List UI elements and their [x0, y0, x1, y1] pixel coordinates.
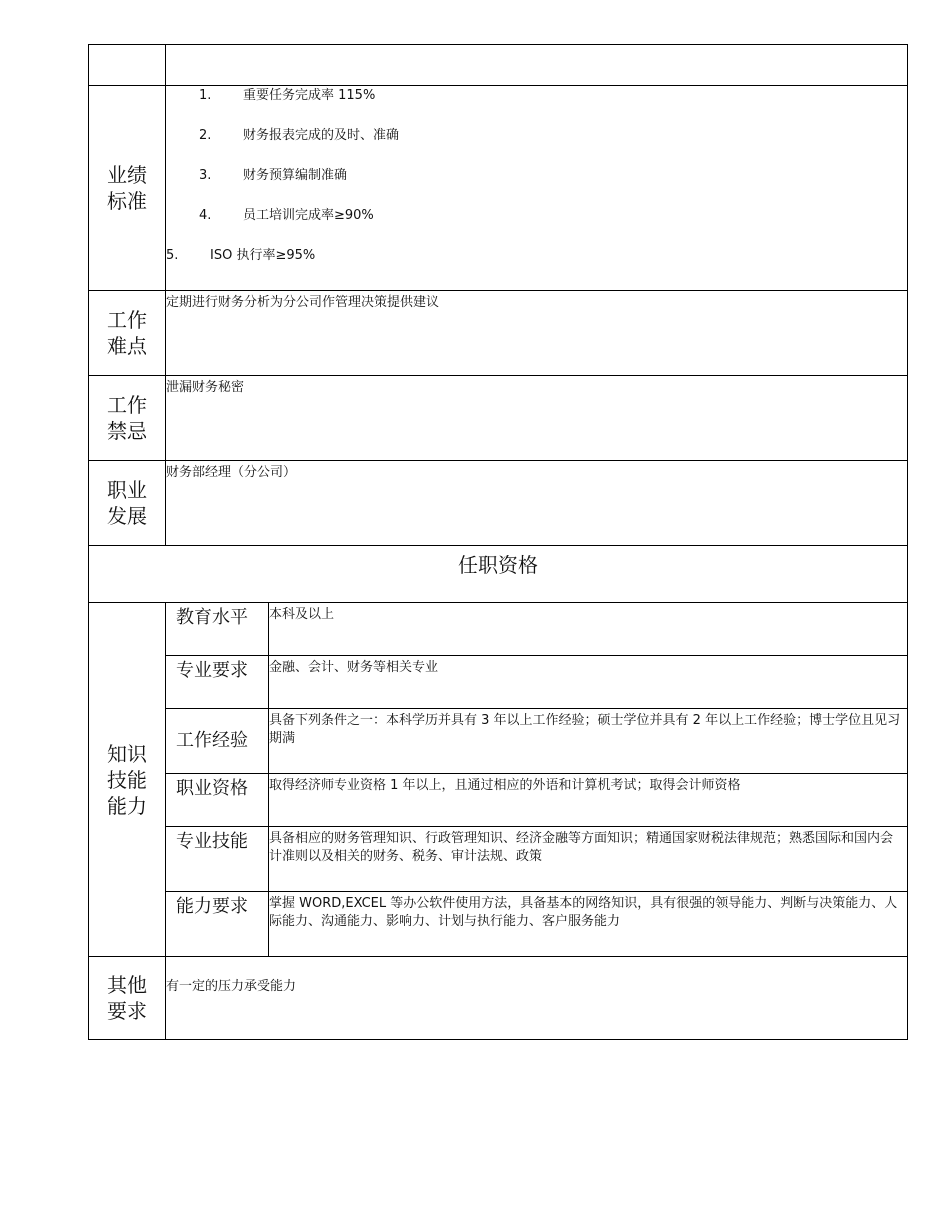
career-text: 财务部经理（分公司） [166, 461, 908, 546]
job-description-sheet [88, 44, 907, 1040]
qualification-value: 具备下列条件之一：本科学历并具有 3 年以上工作经验；硕士学位并具有 2 年以上工作经验；博士学位且见习期满 [269, 709, 908, 774]
qualification-row [89, 827, 908, 892]
job-description-table [88, 44, 908, 1040]
other-row [89, 957, 908, 1040]
qualification-value: 金融、会计、财务等相关专业 [269, 656, 908, 709]
performance-item: 2. 财务报表完成的及时、准确 [199, 128, 400, 143]
career-row [89, 461, 908, 546]
difficulty-label: 工作难点 [89, 291, 166, 376]
other-text: 有一定的压力承受能力 [166, 957, 908, 1040]
qualification-label: 教育水平 [166, 603, 269, 656]
qualification-row [89, 892, 908, 957]
top-empty-row [89, 45, 908, 86]
performance-row [89, 86, 908, 291]
empty-content-cell [166, 45, 908, 86]
qualification-row [89, 709, 908, 774]
performance-list [166, 86, 907, 286]
qualification-label: 能力要求 [166, 892, 269, 957]
qualification-value: 掌握 WORD,EXCEL 等办公软件使用方法，具备基本的网络知识，具有很强的领导能力、判断与决策能力、人际能力、沟通能力、影响力、计划与执行能力、客户服务能力 [269, 892, 908, 957]
performance-label: 业绩标准 [89, 86, 166, 291]
performance-item: 1. 重要任务完成率 115% [199, 88, 376, 103]
career-label: 职业发展 [89, 461, 166, 546]
taboo-text: 泄漏财务秘密 [166, 376, 908, 461]
empty-label-cell [89, 45, 166, 86]
qualification-label: 工作经验 [166, 709, 269, 774]
qualification-row [89, 603, 908, 656]
qualification-value: 取得经济师专业资格 1 年以上，且通过相应的外语和计算机考试；取得会计师资格 [269, 774, 908, 827]
taboo-row [89, 376, 908, 461]
other-label: 其他要求 [89, 957, 166, 1040]
qualification-row [89, 774, 908, 827]
qualification-title-row [89, 546, 908, 603]
performance-item: 3. 财务预算编制准确 [199, 168, 348, 183]
qualification-label: 职业资格 [166, 774, 269, 827]
qualification-label: 专业技能 [166, 827, 269, 892]
ability-group-label: 知识技能能力 [89, 603, 166, 957]
performance-content [166, 86, 908, 291]
qualification-value: 具备相应的财务管理知识、行政管理知识、经济金融等方面知识；精通国家财税法律规范；熟悉国际和国内会计准则以及相关的财务、税务、审计法规、政策 [269, 827, 908, 892]
qualification-title: 任职资格 [89, 546, 908, 603]
qualification-value: 本科及以上 [269, 603, 908, 656]
taboo-label: 工作禁忌 [89, 376, 166, 461]
qualification-label: 专业要求 [166, 656, 269, 709]
performance-item: 4. 员工培训完成率≥90% [199, 208, 374, 223]
performance-item: 5. ISO 执行率≥95% [166, 248, 316, 263]
difficulty-row [89, 291, 908, 376]
qualification-row [89, 656, 908, 709]
difficulty-text: 定期进行财务分析为分公司作管理决策提供建议 [166, 291, 908, 376]
